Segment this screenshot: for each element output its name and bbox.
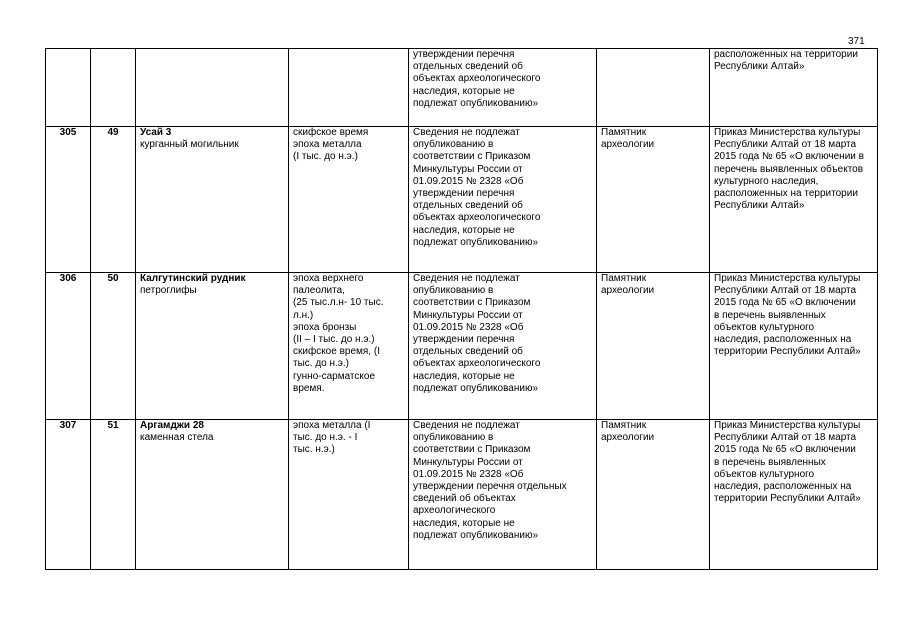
object-name-cell (136, 127, 289, 273)
location-document-cell: Сведения не подлежат опубликованию в соответствии с Приказом Минкультуры России от 01.09.2015 № 2328 «Об утверждении перечня отдельных сведений об объектах археологического наследия, которые не подлежат опубликованию» (409, 127, 597, 273)
category-cell (597, 49, 710, 127)
row-sub-number: 49 (91, 127, 136, 273)
order-cell: расположенных на территории Республики Алтай» (710, 49, 878, 127)
dating-cell (289, 49, 409, 127)
object-type: каменная стела (140, 432, 214, 444)
row-number: 305 (46, 127, 91, 273)
category-cell: Памятник археологии (597, 420, 710, 570)
object-type: курганный могильник (140, 139, 239, 151)
row-number: 307 (46, 420, 91, 570)
object-name-cell (136, 420, 289, 570)
order-cell: Приказ Министерства культуры Республики Алтай от 18 марта 2015 года № 65 «О включении в перечень выявленных объектов культурного наследия, расположенных на территории Республики Алтай» (710, 127, 878, 273)
table-row (46, 49, 878, 127)
table-row (46, 420, 878, 570)
object-name: Усай 3 (140, 127, 172, 138)
category-cell: Памятник археологии (597, 127, 710, 273)
table-row (46, 273, 878, 420)
object-name: Аргамджи 28 (140, 420, 204, 431)
row-sub-number (91, 49, 136, 127)
dating-cell: скифское время эпоха металла (I тыс. до н.э.) (289, 127, 409, 273)
location-document-cell: утверждении перечня отдельных сведений об объектах археологического наследия, которые не подлежат опубликованию» (409, 49, 597, 127)
table-row (46, 127, 878, 273)
page-number: 371 (848, 36, 865, 47)
row-number (46, 49, 91, 127)
object-type: петроглифы (140, 285, 197, 297)
object-name-cell (136, 49, 289, 127)
object-name: Калгутинский рудник (140, 273, 246, 284)
order-cell: Приказ Министерства культуры Республики Алтай от 18 марта 2015 года № 65 «О включении в перечень выявленных объектов культурного наследия, расположенных на территории Республики Алтай» (710, 273, 878, 420)
dating-cell: эпоха верхнего палеолита, (25 тыс.л.н- 10 тыс. л.н.) эпоха бронзы (II – I тыс. до н.э.) скифское время, (I тыс. до н.э.) гунно-сарматское время. (289, 273, 409, 420)
row-sub-number: 50 (91, 273, 136, 420)
order-cell: Приказ Министерства культуры Республики Алтай от 18 марта 2015 года № 65 «О включении в перечень выявленных объектов культурного наследия, расположенных на территории Республики Алтай» (710, 420, 878, 570)
location-document-cell: Сведения не подлежат опубликованию в соответствии с Приказом Минкультуры России от 01.09.2015 № 2328 «Об утверждении перечня отдельных сведений об объектах археологического наследия, которые не подлежат опубликованию» (409, 273, 597, 420)
dating-cell: эпоха металла (I тыс. до н.э. - I тыс. н.э.) (289, 420, 409, 570)
row-number: 306 (46, 273, 91, 420)
category-cell: Памятник археологии (597, 273, 710, 420)
location-document-cell: Сведения не подлежат опубликованию в соответствии с Приказом Минкультуры России от 01.09.2015 № 2328 «Об утверждении перечня отдельных сведений об объектах археологического наследия, которые не подлежат опубликованию» (409, 420, 597, 570)
heritage-registry-table (45, 48, 878, 570)
row-sub-number: 51 (91, 420, 136, 570)
object-name-cell (136, 273, 289, 420)
